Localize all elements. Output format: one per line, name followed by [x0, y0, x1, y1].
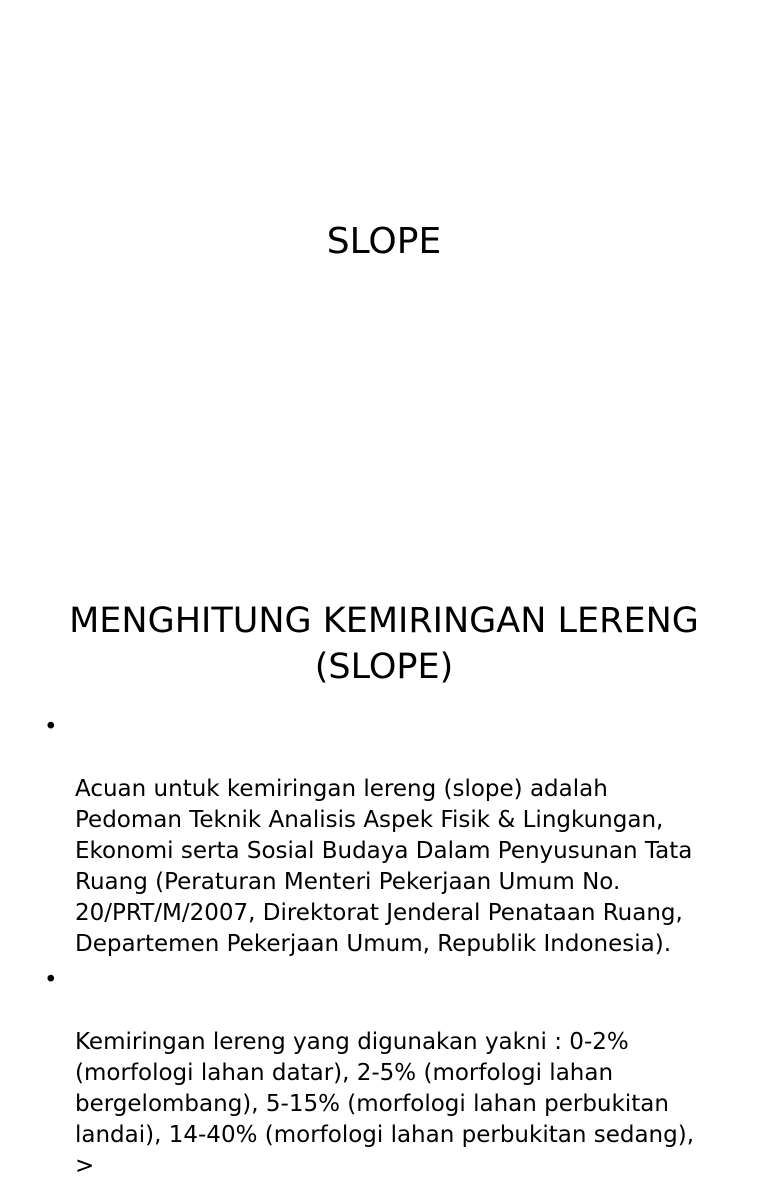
bullet-text: Acuan untuk kemiringan lereng (slope) adalah Pedoman Teknik Analisis Aspek Fisik & Lingkungan, Ekonomi serta Sosial Budaya Dalam Penyusunan Tata Ruang (Peraturan Menteri Pekerjaan Umum No. 20/PRT/M/2007, Direktorat Jenderal Penataan Ruang, Departemen Pekerjaan Umum, Republik Indonesia). — [75, 776, 693, 957]
bullet-marker: • — [44, 714, 58, 740]
bullet-item — [0, 712, 768, 960]
bullet-list — [0, 712, 768, 1187]
bullet-marker: • — [44, 967, 58, 993]
section-title: MENGHITUNG KEMIRINGAN LERENG (SLOPE) — [69, 601, 699, 687]
bullet-item — [0, 965, 768, 1182]
bullet-text: Kemiringan lereng yang digunakan yakni : 0-2% (morfologi lahan datar), 2-5% (morfologi lahan bergelombang), 5-15% (morfologi lahan perbukitan landai), 14-40% (morfologi lahan perbukitan sedang), > — [75, 1029, 695, 1179]
slide-title: SLOPE — [326, 221, 442, 262]
